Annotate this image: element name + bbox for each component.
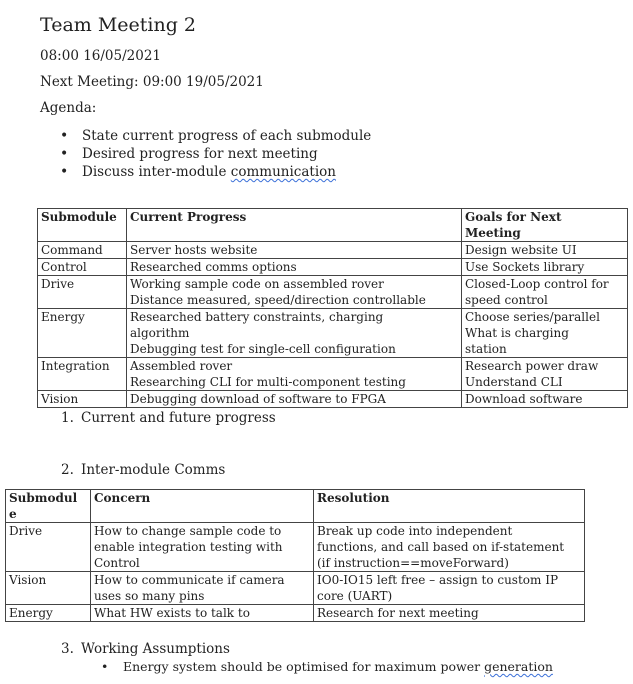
cell-submodule: Vision: [6, 572, 91, 605]
cell-goals: Use Sockets library: [462, 259, 628, 276]
cell-goals: Download software: [462, 391, 628, 408]
section-number: 2.: [61, 462, 74, 478]
cell-submodule: Integration: [38, 358, 127, 391]
cell-resolution: Research for next meeting: [314, 605, 585, 622]
cell-submodule: Command: [38, 242, 127, 259]
agenda-item-text: Discuss inter-module: [82, 164, 231, 180]
table-row: [6, 605, 585, 622]
spellcheck-flagged-word[interactable]: communication: [230, 164, 336, 180]
column-header-current-progress: Current Progress: [127, 209, 462, 242]
cell-progress: Working sample code on assembled rover Distance measured, speed/direction controllable: [127, 276, 462, 309]
agenda-label: Agenda:: [40, 100, 97, 116]
cell-progress: Server hosts website: [127, 242, 462, 259]
cell-submodule: Drive: [38, 276, 127, 309]
section-label: Working Assumptions: [81, 641, 230, 657]
cell-progress: Debugging download of software to FPGA: [127, 391, 462, 408]
table-row: [38, 358, 628, 391]
cell-progress: Assembled rover Researching CLI for multi-component testing: [127, 358, 462, 391]
cell-submodule: Drive: [6, 523, 91, 572]
bullet-icon: •: [101, 659, 109, 674]
table-row: [38, 309, 628, 358]
spellcheck-flagged-word[interactable]: generation: [484, 659, 553, 674]
column-header-submodule: Submodul e: [6, 490, 91, 523]
table-row: [38, 276, 628, 309]
progress-table: [37, 208, 628, 408]
section-heading: [61, 410, 276, 426]
cell-resolution: IO0-IO15 left free – assign to custom IP core (UART): [314, 572, 585, 605]
cell-goals: Choose series/parallel What is charging station: [462, 309, 628, 358]
column-header-resolution: Resolution: [314, 490, 585, 523]
column-header-goals: Goals for Next Meeting: [462, 209, 628, 242]
page-title: Team Meeting 2: [40, 14, 197, 36]
cell-goals: Design website UI: [462, 242, 628, 259]
comms-table: [5, 489, 585, 622]
section-number: 1.: [61, 410, 74, 426]
cell-submodule: Energy: [38, 309, 127, 358]
cell-progress: Researched comms options: [127, 259, 462, 276]
table-header-row: [38, 209, 628, 242]
cell-submodule: Vision: [38, 391, 127, 408]
cell-concern: How to communicate if camera uses so many pins: [91, 572, 314, 605]
cell-goals: Research power draw Understand CLI: [462, 358, 628, 391]
section-label: Current and future progress: [81, 410, 276, 426]
table-row: [38, 242, 628, 259]
table-row: [6, 523, 585, 572]
agenda-list: [58, 127, 371, 181]
agenda-item: [58, 163, 371, 181]
section-heading: [61, 462, 225, 478]
assumption-text: Energy system should be optimised for maximum power: [123, 659, 485, 674]
table-row: [38, 391, 628, 408]
meeting-datetime: 08:00 16/05/2021: [40, 48, 162, 64]
cell-progress: Researched battery constraints, charging algorithm Debugging test for single-cell configuration: [127, 309, 462, 358]
table-header-row: [6, 490, 585, 523]
column-header-concern: Concern: [91, 490, 314, 523]
section-heading: [61, 641, 230, 657]
assumption-item: [101, 659, 553, 674]
next-meeting: Next Meeting: 09:00 19/05/2021: [40, 74, 264, 90]
column-header-submodule: Submodule: [38, 209, 127, 242]
table-row: [6, 572, 585, 605]
agenda-item: • State current progress of each submodule: [58, 127, 371, 145]
agenda-item: • Desired progress for next meeting: [58, 145, 371, 163]
cell-submodule: Control: [38, 259, 127, 276]
cell-submodule: Energy: [6, 605, 91, 622]
section-number: 3.: [61, 641, 74, 657]
cell-goals: Closed-Loop control for speed control: [462, 276, 628, 309]
cell-concern: What HW exists to talk to: [91, 605, 314, 622]
section-label: Inter-module Comms: [81, 462, 226, 478]
table-row: [38, 259, 628, 276]
cell-resolution: Break up code into independent functions, and call based on if-statement (if instruction==moveForward): [314, 523, 585, 572]
cell-concern: How to change sample code to enable integration testing with Control: [91, 523, 314, 572]
